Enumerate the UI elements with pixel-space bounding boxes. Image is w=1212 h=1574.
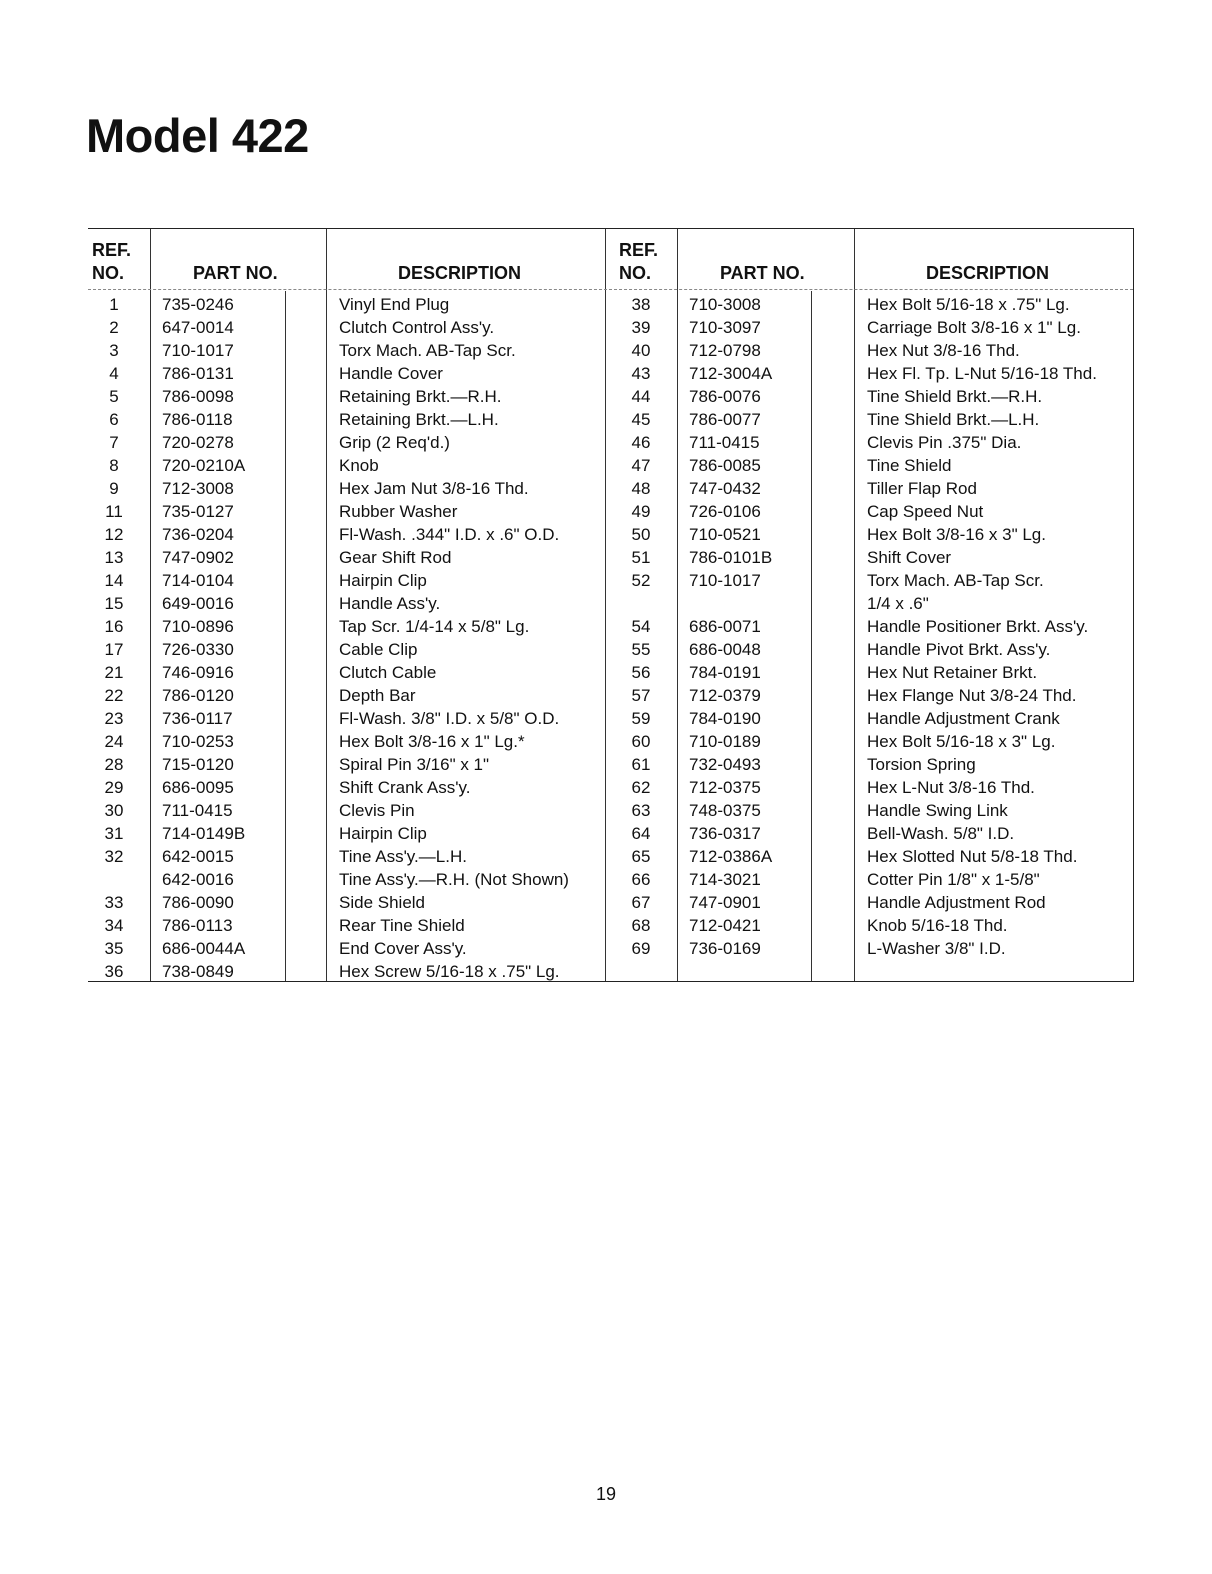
ref-number: 3	[109, 341, 119, 360]
ref-number: 5	[109, 387, 119, 406]
part-number: 647-0014	[162, 318, 234, 337]
part-number: 786-0077	[689, 410, 761, 429]
part-number: 711-0415	[689, 433, 760, 452]
ref-number: 50	[631, 525, 651, 544]
part-description: Tine Shield Brkt.—R.H.	[867, 387, 1043, 406]
part-number: 710-0189	[689, 732, 761, 751]
table-row	[88, 960, 1133, 983]
part-description: Handle Positioner Brkt. Ass'y.	[867, 617, 1089, 636]
table-row	[88, 891, 1133, 914]
part-description: Fl-Wash. .344" I.D. x .6" O.D.	[339, 525, 560, 544]
ref-number: 55	[631, 640, 651, 659]
ref-number: 56	[631, 663, 651, 682]
part-number: 649-0016	[162, 594, 234, 613]
header-no: NO.	[619, 263, 652, 283]
part-description: Fl-Wash. 3/8" I.D. x 5/8" O.D.	[339, 709, 560, 728]
ref-number: 64	[631, 824, 651, 843]
part-number: 712-0421	[689, 916, 761, 935]
part-description: Cotter Pin 1/8" x 1-5/8"	[867, 870, 1040, 889]
part-description: Carriage Bolt 3/8-16 x 1" Lg.	[867, 318, 1081, 337]
part-description: Handle Adjustment Rod	[867, 893, 1046, 912]
ref-number: 48	[631, 479, 651, 498]
part-number: 748-0375	[689, 801, 761, 820]
header-divider	[88, 289, 1133, 290]
table-row	[88, 661, 1133, 684]
part-number: 710-0253	[162, 732, 234, 751]
part-number: 735-0246	[162, 295, 234, 314]
ref-number: 6	[109, 410, 119, 429]
table-row	[88, 339, 1133, 362]
part-description: Hex Bolt 5/16-18 x 3" Lg.	[867, 732, 1056, 751]
part-description: Rear Tine Shield	[339, 916, 465, 935]
header-no: NO.	[92, 263, 125, 283]
part-description: Hex Slotted Nut 5/8-18 Thd.	[867, 847, 1078, 866]
ref-number: 28	[104, 755, 124, 774]
ref-number: 57	[631, 686, 651, 705]
ref-number: 13	[104, 548, 124, 567]
header-ref: REF.	[92, 240, 132, 260]
part-description: Hairpin Clip	[339, 824, 427, 843]
part-description: Handle Adjustment Crank	[867, 709, 1060, 728]
ref-number: 52	[631, 571, 651, 590]
table-row	[88, 799, 1133, 822]
part-number: 746-0916	[162, 663, 234, 682]
part-description: Shift Cover	[867, 548, 952, 567]
ref-number: 17	[104, 640, 124, 659]
part-number: 786-0101B	[689, 548, 773, 567]
part-number: 720-0278	[162, 433, 234, 452]
part-number: 736-0117	[162, 709, 233, 728]
ref-number: 67	[631, 893, 651, 912]
part-description: Cable Clip	[339, 640, 418, 659]
part-description: Hairpin Clip	[339, 571, 427, 590]
ref-number: 32	[104, 847, 124, 866]
table-row	[88, 454, 1133, 477]
ref-number: 29	[104, 778, 124, 797]
table-row	[88, 845, 1133, 868]
table-row	[88, 638, 1133, 661]
ref-number: 34	[104, 916, 124, 935]
part-number: 747-0902	[162, 548, 234, 567]
part-number: 726-0330	[162, 640, 234, 659]
part-description: 1/4 x .6"	[867, 594, 929, 613]
part-description: Depth Bar	[339, 686, 416, 705]
part-number: 720-0210A	[162, 456, 246, 475]
table-row	[88, 776, 1133, 799]
ref-number: 2	[109, 318, 119, 337]
part-number: 642-0016	[162, 870, 234, 889]
ref-number: 40	[631, 341, 651, 360]
part-number: 747-0901	[689, 893, 761, 912]
part-number: 786-0131	[162, 364, 234, 383]
part-number: 712-3008	[162, 479, 234, 498]
table-row	[88, 592, 1133, 615]
table-row	[88, 362, 1133, 385]
table-row	[88, 868, 1133, 891]
ref-number: 14	[104, 571, 124, 590]
part-description: Hex Fl. Tp. L-Nut 5/16-18 Thd.	[867, 364, 1097, 383]
part-number: 710-0521	[689, 525, 761, 544]
header-part-no: PART NO.	[193, 263, 278, 283]
part-number: 714-0149B	[162, 824, 246, 843]
part-description: L-Washer 3/8" I.D.	[867, 939, 1006, 958]
ref-number: 23	[104, 709, 124, 728]
part-description: Torx Mach. AB-Tap Scr.	[867, 571, 1044, 590]
part-number: 710-3097	[689, 318, 761, 337]
part-description: Tiller Flap Rod	[867, 479, 977, 498]
ref-number: 66	[631, 870, 651, 889]
ref-number: 21	[104, 663, 124, 682]
part-description: Tap Scr. 1/4-14 x 5/8" Lg.	[339, 617, 530, 636]
table-row	[88, 822, 1133, 845]
header-ref: REF.	[619, 240, 659, 260]
ref-number: 8	[109, 456, 119, 475]
part-number: 710-0896	[162, 617, 234, 636]
ref-number: 11	[105, 502, 123, 521]
part-number: 715-0120	[162, 755, 234, 774]
part-description: Hex Bolt 5/16-18 x .75" Lg.	[867, 295, 1070, 314]
ref-number: 38	[631, 295, 651, 314]
table-row	[88, 914, 1133, 937]
part-description: Tine Ass'y.—L.H.	[339, 847, 467, 866]
part-number: 738-0849	[162, 962, 234, 981]
ref-number: 31	[104, 824, 124, 843]
table-row	[88, 707, 1133, 730]
part-description: Clutch Control Ass'y.	[339, 318, 495, 337]
part-description: Handle Pivot Brkt. Ass'y.	[867, 640, 1051, 659]
part-number: 710-1017	[689, 571, 761, 590]
table-row	[88, 500, 1133, 523]
part-number: 711-0415	[162, 801, 233, 820]
part-description: Rubber Washer	[339, 502, 458, 521]
part-description: Cap Speed Nut	[867, 502, 984, 521]
header-description: DESCRIPTION	[926, 263, 1050, 283]
part-description: Grip (2 Req'd.)	[339, 433, 450, 452]
ref-number: 16	[104, 617, 124, 636]
part-description: Hex Jam Nut 3/8-16 Thd.	[339, 479, 529, 498]
ref-number: 24	[104, 732, 124, 751]
part-description: Clevis Pin .375" Dia.	[867, 433, 1022, 452]
part-number: 686-0095	[162, 778, 234, 797]
parts-list-table	[88, 228, 1134, 982]
part-number: 710-1017	[162, 341, 234, 360]
ref-number: 39	[631, 318, 651, 337]
table-row	[88, 316, 1133, 339]
part-description: Torx Mach. AB-Tap Scr.	[339, 341, 516, 360]
part-number: 714-3021	[689, 870, 761, 889]
part-description: End Cover Ass'y.	[339, 939, 467, 958]
part-description: Hex Screw 5/16-18 x .75" Lg.	[339, 962, 560, 981]
ref-number: 15	[104, 594, 124, 613]
ref-number: 68	[631, 916, 651, 935]
part-description: Shift Crank Ass'y.	[339, 778, 471, 797]
part-number: 736-0169	[689, 939, 761, 958]
ref-number: 43	[631, 364, 651, 383]
part-number: 732-0493	[689, 755, 761, 774]
page-title: Model 422	[86, 109, 309, 162]
part-description: Clevis Pin	[339, 801, 415, 820]
ref-number: 33	[104, 893, 124, 912]
part-number: 642-0015	[162, 847, 234, 866]
part-description: Tine Shield Brkt.—L.H.	[867, 410, 1040, 429]
table-row	[88, 431, 1133, 454]
part-number: 686-0071	[689, 617, 761, 636]
ref-number: 69	[631, 939, 651, 958]
ref-number: 30	[104, 801, 124, 820]
part-description: Clutch Cable	[339, 663, 437, 682]
ref-number: 44	[631, 387, 651, 406]
part-number: 726-0106	[689, 502, 761, 521]
part-description: Handle Cover	[339, 364, 443, 383]
table-row	[88, 408, 1133, 431]
part-description: Bell-Wash. 5/8" I.D.	[867, 824, 1015, 843]
ref-number: 36	[104, 962, 124, 981]
ref-number: 61	[631, 755, 651, 774]
table-row	[88, 730, 1133, 753]
table-row	[88, 385, 1133, 408]
part-description: Retaining Brkt.—R.H.	[339, 387, 502, 406]
ref-number: 49	[631, 502, 651, 521]
part-number: 786-0113	[162, 916, 233, 935]
part-description: Retaining Brkt.—L.H.	[339, 410, 499, 429]
part-description: Tine Ass'y.—R.H. (Not Shown)	[339, 870, 569, 889]
ref-number: 9	[109, 479, 119, 498]
part-description: Torsion Spring	[867, 755, 976, 774]
part-description: Tine Shield	[867, 456, 952, 475]
header-description: DESCRIPTION	[398, 263, 522, 283]
part-description: Handle Swing Link	[867, 801, 1008, 820]
ref-number: 46	[631, 433, 651, 452]
part-description: Hex Nut Retainer Brkt.	[867, 663, 1038, 682]
ref-number: 63	[631, 801, 651, 820]
ref-number: 54	[631, 617, 651, 636]
part-number: 786-0120	[162, 686, 234, 705]
ref-number: 51	[631, 548, 651, 567]
part-number: 786-0085	[689, 456, 761, 475]
table-row	[88, 753, 1133, 776]
part-number: 786-0076	[689, 387, 761, 406]
header-part-no: PART NO.	[720, 263, 805, 283]
table-row	[88, 937, 1133, 960]
part-description: Knob 5/16-18 Thd.	[867, 916, 1008, 935]
part-description: Hex L-Nut 3/8-16 Thd.	[867, 778, 1035, 797]
part-description: Side Shield	[339, 893, 426, 912]
table-row	[88, 293, 1133, 316]
table-row	[88, 546, 1133, 569]
part-number: 786-0098	[162, 387, 234, 406]
part-description: Gear Shift Rod	[339, 548, 452, 567]
part-number: 784-0190	[689, 709, 761, 728]
part-number: 786-0090	[162, 893, 234, 912]
ref-number: 4	[109, 364, 119, 383]
ref-number: 45	[631, 410, 651, 429]
part-number: 784-0191	[689, 663, 761, 682]
part-description: Hex Flange Nut 3/8-24 Thd.	[867, 686, 1077, 705]
part-number: 712-0386A	[689, 847, 773, 866]
part-description: Knob	[339, 456, 379, 475]
ref-number: 60	[631, 732, 651, 751]
ref-number: 62	[631, 778, 651, 797]
page-number: 19	[595, 1484, 617, 1504]
ref-number: 12	[104, 525, 124, 544]
part-number: 686-0044A	[162, 939, 246, 958]
part-number: 736-0204	[162, 525, 234, 544]
part-description: Hex Bolt 3/8-16 x 3" Lg.	[867, 525, 1046, 544]
table-row	[88, 569, 1133, 592]
part-number: 710-3008	[689, 295, 761, 314]
part-number: 712-0375	[689, 778, 761, 797]
part-number: 786-0118	[162, 410, 233, 429]
ref-number: 22	[104, 686, 124, 705]
table-row	[88, 523, 1133, 546]
ref-number: 65	[631, 847, 651, 866]
part-description: Spiral Pin 3/16" x 1"	[339, 755, 490, 774]
ref-number: 59	[631, 709, 651, 728]
part-number: 712-3004A	[689, 364, 773, 383]
part-number: 686-0048	[689, 640, 761, 659]
part-description: Vinyl End Plug	[339, 295, 450, 314]
part-description: Handle Ass'y.	[339, 594, 441, 613]
ref-number: 7	[109, 433, 119, 452]
part-number: 712-0379	[689, 686, 761, 705]
part-number: 712-0798	[689, 341, 761, 360]
part-description: Hex Bolt 3/8-16 x 1" Lg.*	[339, 732, 525, 751]
ref-number: 1	[109, 295, 119, 314]
table-row	[88, 477, 1133, 500]
ref-number: 47	[631, 456, 651, 475]
part-number: 714-0104	[162, 571, 234, 590]
table-row	[88, 615, 1133, 638]
table-row	[88, 684, 1133, 707]
part-description: Hex Nut 3/8-16 Thd.	[867, 341, 1020, 360]
part-number: 736-0317	[689, 824, 761, 843]
ref-number: 35	[104, 939, 124, 958]
part-number: 747-0432	[689, 479, 761, 498]
part-number: 735-0127	[162, 502, 234, 521]
